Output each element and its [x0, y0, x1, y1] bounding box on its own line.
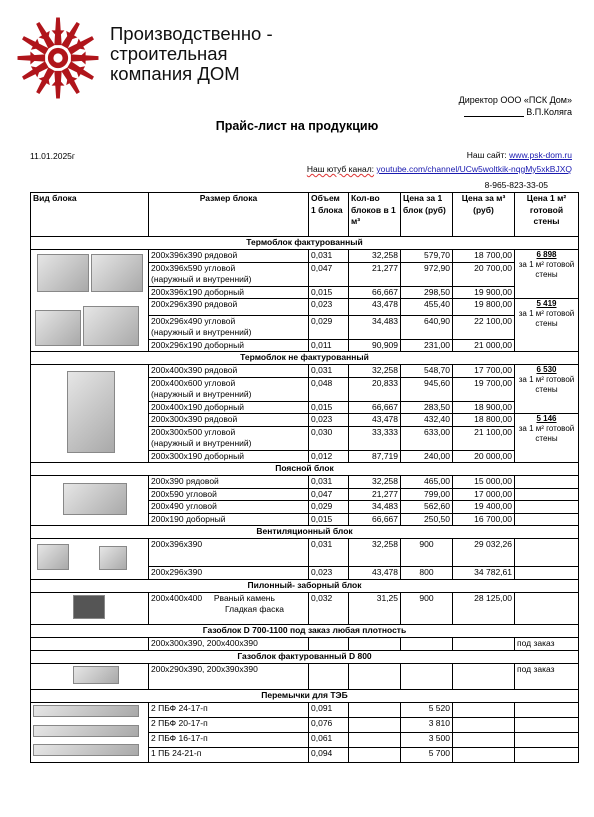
cell-price: 5 700 [401, 747, 453, 762]
cell-price: 465,00 [401, 476, 453, 489]
cell-qty: 20,833 [349, 377, 401, 401]
director-signature [464, 107, 572, 117]
site-label: Наш сайт: [466, 150, 507, 160]
cell-volume: 0,048 [309, 377, 349, 401]
cell-price: 548,70 [401, 365, 453, 378]
cell-qty: 43,478 [349, 567, 401, 580]
cell-qty: 31,25 [349, 592, 401, 625]
cell-wall-price: 6 530 за 1 м² готовой стены [515, 365, 579, 414]
section-header-row [31, 463, 579, 476]
company-line: строительная [110, 43, 228, 64]
cell-size: 200х296х490 угловой (наружный и внутренний) [149, 315, 309, 339]
cell-wall-price: под заказ [515, 663, 579, 690]
cell-price-m3: 18 900,00 [453, 401, 515, 414]
site-link[interactable]: www.psk-dom.ru [509, 150, 572, 160]
block-photo [31, 365, 149, 463]
section-header-row [31, 690, 579, 703]
cell-volume: 0,031 [309, 365, 349, 378]
cell-size: 200х400х600 угловой (наружный и внутренний) [149, 377, 309, 401]
price-table [30, 192, 579, 763]
cell-volume: 0,029 [309, 501, 349, 514]
cell-size: 200х300х390 рядовой [149, 414, 309, 427]
section-title: Газоблок фактурованный D 800 [31, 650, 579, 663]
table-row [31, 592, 579, 625]
cell-qty: 32,258 [349, 250, 401, 263]
cell-wall-price: под заказ [515, 638, 579, 651]
cell-price-m3: 18 800,00 [453, 414, 515, 427]
cell-wall-price [515, 513, 579, 526]
cell-volume: 0,023 [309, 414, 349, 427]
cell-volume: 0,029 [309, 315, 349, 339]
block-image [67, 371, 115, 453]
cell-volume: 0,047 [309, 488, 349, 501]
table-row [31, 703, 579, 718]
block-image [35, 310, 81, 346]
cell-size: 200х400х190 доборный [149, 401, 309, 414]
block-image [91, 254, 143, 292]
cell-size: 200х390 рядовой [149, 476, 309, 489]
cell-price-m3: 19 700,00 [453, 377, 515, 401]
phone-number: 8-965-823-33-05 [484, 180, 548, 190]
cell-wall-price: 5 146 за 1 м² готовой стены [515, 414, 579, 463]
cell-price: 579,70 [401, 250, 453, 263]
cell-price: 3 810 [401, 717, 453, 732]
table-row [31, 250, 579, 263]
cell-price-m3: 19 800,00 [453, 299, 515, 316]
cell-qty: 90,909 [349, 339, 401, 352]
cell-volume: 0,030 [309, 426, 349, 450]
signature-name: В.П.Коляга [526, 107, 572, 117]
cell-price: 283,50 [401, 401, 453, 414]
block-image [33, 744, 139, 756]
cell-qty: 32,258 [349, 476, 401, 489]
block-image [99, 546, 127, 570]
cell-price-m3: 17 700,00 [453, 365, 515, 378]
cell-price: 298,50 [401, 286, 453, 299]
cell-price-m3: 17 000,00 [453, 488, 515, 501]
block-photo [31, 703, 149, 763]
youtube-label: Наш ютуб канал: [306, 164, 375, 174]
cell-size: 200х396х390 [149, 539, 309, 567]
cell-price-m3: 29 032,26 [453, 539, 515, 567]
cell-size: 200х300х390, 200х400х390 [149, 638, 309, 651]
block-photo [31, 663, 149, 690]
cell-volume: 0,012 [309, 450, 349, 463]
page-title: Прайс-лист на продукцию [215, 119, 379, 133]
cell-volume: 0,011 [309, 339, 349, 352]
cell-qty: 87,719 [349, 450, 401, 463]
cell-qty: 32,258 [349, 539, 401, 567]
cell-volume: 0,094 [309, 747, 349, 762]
cell-price: 432,40 [401, 414, 453, 427]
cell-price-m3: 20 000,00 [453, 450, 515, 463]
director-title: Директор ООО «ПСК Дом» [458, 95, 572, 105]
cell-volume: 0,047 [309, 262, 349, 286]
cell-volume: 0,031 [309, 539, 349, 567]
youtube-line [307, 164, 572, 174]
cell-size: 200х400х400 Рваный камень Гладкая фаска [149, 592, 309, 625]
cell-price: 945,60 [401, 377, 453, 401]
block-image [73, 666, 119, 684]
company-line: Производственно - [110, 23, 273, 44]
site-line [467, 150, 572, 160]
cell-size: 200х400х390 рядовой [149, 365, 309, 378]
cell-wall-price: 5 419 за 1 м² готовой стены [515, 299, 579, 352]
section-title: Пилонный- заборный блок [31, 579, 579, 592]
cell-qty: 66,667 [349, 513, 401, 526]
cell-wall-price [515, 567, 579, 580]
column-header: Цена за 1 блок (руб) [401, 193, 453, 237]
cell-size: 200х490 угловой [149, 501, 309, 514]
section-title: Термоблок не фактурованный [31, 352, 579, 365]
cell-size: 2 ПБФ 20-17-п [149, 717, 309, 732]
cell-price-m3: 34 782,61 [453, 567, 515, 580]
section-header-row [31, 579, 579, 592]
table-row [31, 476, 579, 489]
cell-size: 1 ПБ 24-21-п [149, 747, 309, 762]
column-header: Кол-во блоков в 1 м³ [349, 193, 401, 237]
cell-size: 200х290х390, 200х390х390 [149, 663, 309, 690]
block-photo [31, 250, 149, 352]
column-header: Цена 1 м² готовой стены [515, 193, 579, 237]
cell-volume: 0,032 [309, 592, 349, 625]
cell-qty: 66,667 [349, 286, 401, 299]
cell-volume: 0,031 [309, 476, 349, 489]
cell-size: 200х396х190 доборный [149, 286, 309, 299]
cell-price: 3 500 [401, 732, 453, 747]
section-title: Перемычки для ТЭБ [31, 690, 579, 703]
cell-price: 562,60 [401, 501, 453, 514]
block-image [73, 595, 105, 619]
cell-price-m3: 22 100,00 [453, 315, 515, 339]
cell-wall-price [515, 592, 579, 625]
cell-wall-price: 6 898 за 1 м² готовой стены [515, 250, 579, 299]
company-name [110, 24, 273, 84]
document-date: 11.01.2025г [30, 151, 76, 161]
block-image [37, 254, 89, 292]
cell-price-m3: 19 400,00 [453, 501, 515, 514]
cell-price: 633,00 [401, 426, 453, 450]
cell-qty: 32,258 [349, 365, 401, 378]
cell-price: 800 [401, 567, 453, 580]
section-header-row [31, 237, 579, 250]
section-header-row [31, 352, 579, 365]
company-logo-icon [12, 12, 104, 104]
cell-qty: 33,333 [349, 426, 401, 450]
cell-size: 200х296х390 рядовой [149, 299, 309, 316]
cell-volume: 0,061 [309, 732, 349, 747]
cell-size: 200х396х390 рядовой [149, 250, 309, 263]
cell-price: 640,90 [401, 315, 453, 339]
cell-size: 200х296х390 [149, 567, 309, 580]
table-row [31, 663, 579, 690]
cell-price: 900 [401, 539, 453, 567]
cell-price: 250,50 [401, 513, 453, 526]
table-row [31, 539, 579, 567]
cell-price: 231,00 [401, 339, 453, 352]
cell-qty: 21,277 [349, 488, 401, 501]
cell-price-m3: 21 000,00 [453, 339, 515, 352]
cell-volume: 0,023 [309, 567, 349, 580]
cell-size: 200х590 угловой [149, 488, 309, 501]
cell-price-m3: 18 700,00 [453, 250, 515, 263]
cell-wall-price [515, 476, 579, 489]
cell-price: 900 [401, 592, 453, 625]
block-image [33, 725, 139, 737]
cell-price-m3: 19 900,00 [453, 286, 515, 299]
cell-size: 200х396х590 угловой (наружный и внутренний) [149, 262, 309, 286]
block-photo [31, 592, 149, 625]
table-row [31, 638, 579, 651]
section-header-row [31, 625, 579, 638]
cell-price-m3: 16 700,00 [453, 513, 515, 526]
cell-qty: 43,478 [349, 414, 401, 427]
table-header-row [31, 193, 579, 237]
cell-size: 200х296х190 доборный [149, 339, 309, 352]
cell-volume: 0,023 [309, 299, 349, 316]
cell-wall-price [515, 501, 579, 514]
column-header: Объем 1 блока [309, 193, 349, 237]
cell-qty: 21,277 [349, 262, 401, 286]
table-row [31, 365, 579, 378]
cell-volume: 0,091 [309, 703, 349, 718]
cell-qty: 34,483 [349, 501, 401, 514]
cell-volume: 0,015 [309, 401, 349, 414]
block-photo [31, 638, 149, 651]
cell-volume: 0,015 [309, 286, 349, 299]
cell-size: 200х300х500 угловой (наружный и внутренний) [149, 426, 309, 450]
cell-price: 799,00 [401, 488, 453, 501]
cell-volume: 0,031 [309, 250, 349, 263]
cell-volume: 0,076 [309, 717, 349, 732]
section-title: Термоблок фактурованный [31, 237, 579, 250]
section-title: Вентиляционный блок [31, 526, 579, 539]
cell-price: 455,40 [401, 299, 453, 316]
cell-price-m3: 20 700,00 [453, 262, 515, 286]
cell-price: 5 520 [401, 703, 453, 718]
cell-qty: 34,483 [349, 315, 401, 339]
cell-price-m3: 15 000,00 [453, 476, 515, 489]
cell-wall-price [515, 488, 579, 501]
column-header: Цена за м³ (руб) [453, 193, 515, 237]
cell-volume: 0,015 [309, 513, 349, 526]
block-image [83, 306, 139, 346]
cell-size: 2 ПБФ 24-17-п [149, 703, 309, 718]
cell-size: 200х300х190 доборный [149, 450, 309, 463]
column-header: Вид блока [31, 193, 149, 237]
column-header: Размер блока [149, 193, 309, 237]
cell-price-m3: 21 100,00 [453, 426, 515, 450]
cell-size: 200х190 доборный [149, 513, 309, 526]
cell-qty: 43,478 [349, 299, 401, 316]
block-image [33, 705, 139, 717]
block-image [63, 483, 127, 515]
section-header-row [31, 526, 579, 539]
company-line: компания ДОМ [110, 63, 240, 84]
cell-qty: 66,667 [349, 401, 401, 414]
block-photo [31, 539, 149, 580]
cell-size: 2 ПБФ 16-17-п [149, 732, 309, 747]
youtube-link[interactable]: youtube.com/channel/UCw5woltkik-nqgMy5xkBJXQ [376, 164, 572, 174]
cell-wall-price [515, 539, 579, 567]
cell-price-m3: 28 125,00 [453, 592, 515, 625]
section-header-row [31, 650, 579, 663]
block-photo [31, 476, 149, 526]
section-title: Газоблок D 700-1100 под заказ любая плотность [31, 625, 579, 638]
cell-price: 972,90 [401, 262, 453, 286]
cell-price: 240,00 [401, 450, 453, 463]
section-title: Поясной блок [31, 463, 579, 476]
block-image [37, 544, 69, 570]
